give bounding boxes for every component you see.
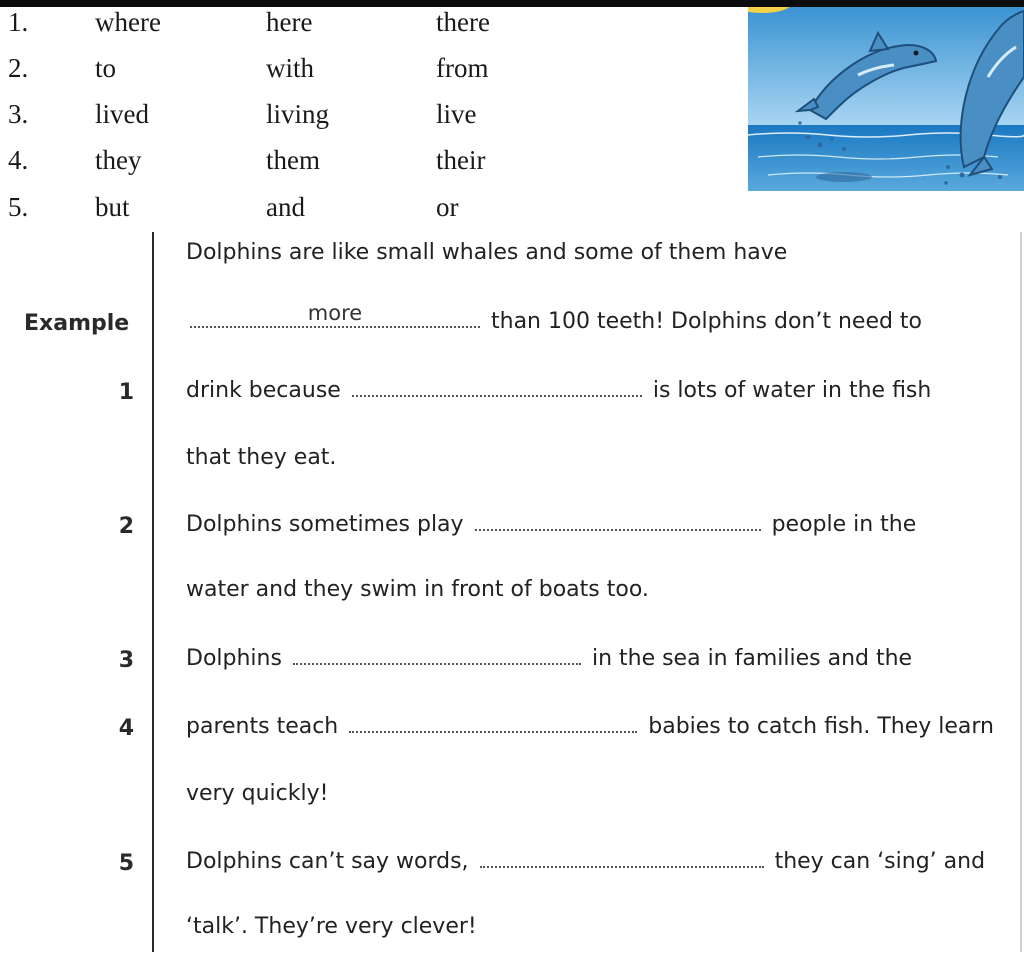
question-number-1: 1 [118, 380, 134, 405]
text-segment: in the sea in families and the [591, 646, 913, 671]
text-segment: Dolphins are like small whales and some of them have [186, 240, 788, 265]
text-segment: that they eat. [186, 445, 337, 470]
question-number-5: 5 [118, 851, 134, 876]
option-b: with [266, 53, 315, 83]
text-line [186, 573, 649, 607]
option-number: 1. [8, 7, 29, 37]
text-segment: Dolphins sometimes play [186, 512, 464, 537]
text-segment: than 100 teeth! Dolphins don’t need to [491, 309, 923, 334]
option-a: to [95, 53, 117, 83]
dolphins-illustration [748, 7, 1024, 191]
question-number-2: 2 [118, 514, 134, 539]
text-line [186, 236, 787, 270]
option-c: live [436, 99, 477, 129]
margin-line [152, 232, 154, 952]
example-answer-gap [190, 301, 480, 328]
option-b: living [266, 99, 330, 129]
answer-gap-1[interactable] [352, 373, 642, 397]
option-a: lived [95, 99, 149, 129]
text-segment: parents teach [186, 714, 339, 739]
question-1-line [186, 373, 931, 407]
text-segment: they can ‘sing’ and [774, 849, 986, 874]
option-a: where [95, 7, 161, 37]
question-5-line [186, 844, 985, 878]
text-segment: ‘talk’. They’re very clever! [186, 914, 477, 939]
question-number-3: 3 [118, 648, 134, 673]
text-segment: very quickly! [186, 781, 329, 806]
option-number: 2. [8, 53, 29, 83]
option-a: but [95, 192, 130, 222]
text-segment: water and they swim in front of boats too. [186, 577, 649, 602]
answer-gap-4[interactable] [349, 709, 637, 733]
question-2-line [186, 507, 916, 541]
question-3-line [186, 641, 912, 675]
option-number: 4. [8, 145, 29, 175]
text-line [186, 441, 336, 475]
option-c: from [436, 53, 489, 83]
option-a: they [95, 145, 142, 175]
question-number-4: 4 [118, 716, 134, 741]
option-b: them [266, 145, 320, 175]
answer-gap-2[interactable] [475, 507, 761, 531]
text-segment: drink because [186, 378, 341, 403]
text-segment: is lots of water in the fish [652, 378, 932, 403]
option-b: and [266, 192, 305, 222]
example-answer: more [307, 301, 363, 325]
example-line [186, 301, 923, 338]
text-segment: Dolphins can’t say words, [186, 849, 469, 874]
text-line [186, 777, 328, 811]
question-4-line [186, 709, 994, 743]
page-edge [1020, 232, 1022, 952]
text-line [186, 910, 477, 944]
option-c: or [436, 192, 459, 222]
option-b: here [266, 7, 313, 37]
option-number: 3. [8, 99, 29, 129]
option-c: their [436, 145, 486, 175]
option-c: there [436, 7, 490, 37]
text-segment: Dolphins [186, 646, 282, 671]
answer-gap-3[interactable] [293, 641, 581, 665]
text-segment: babies to catch fish. They learn [648, 714, 994, 739]
answer-gap-5[interactable] [480, 844, 764, 868]
example-label: Example [24, 311, 130, 336]
option-number: 5. [8, 192, 29, 222]
text-segment: people in the [771, 512, 917, 537]
